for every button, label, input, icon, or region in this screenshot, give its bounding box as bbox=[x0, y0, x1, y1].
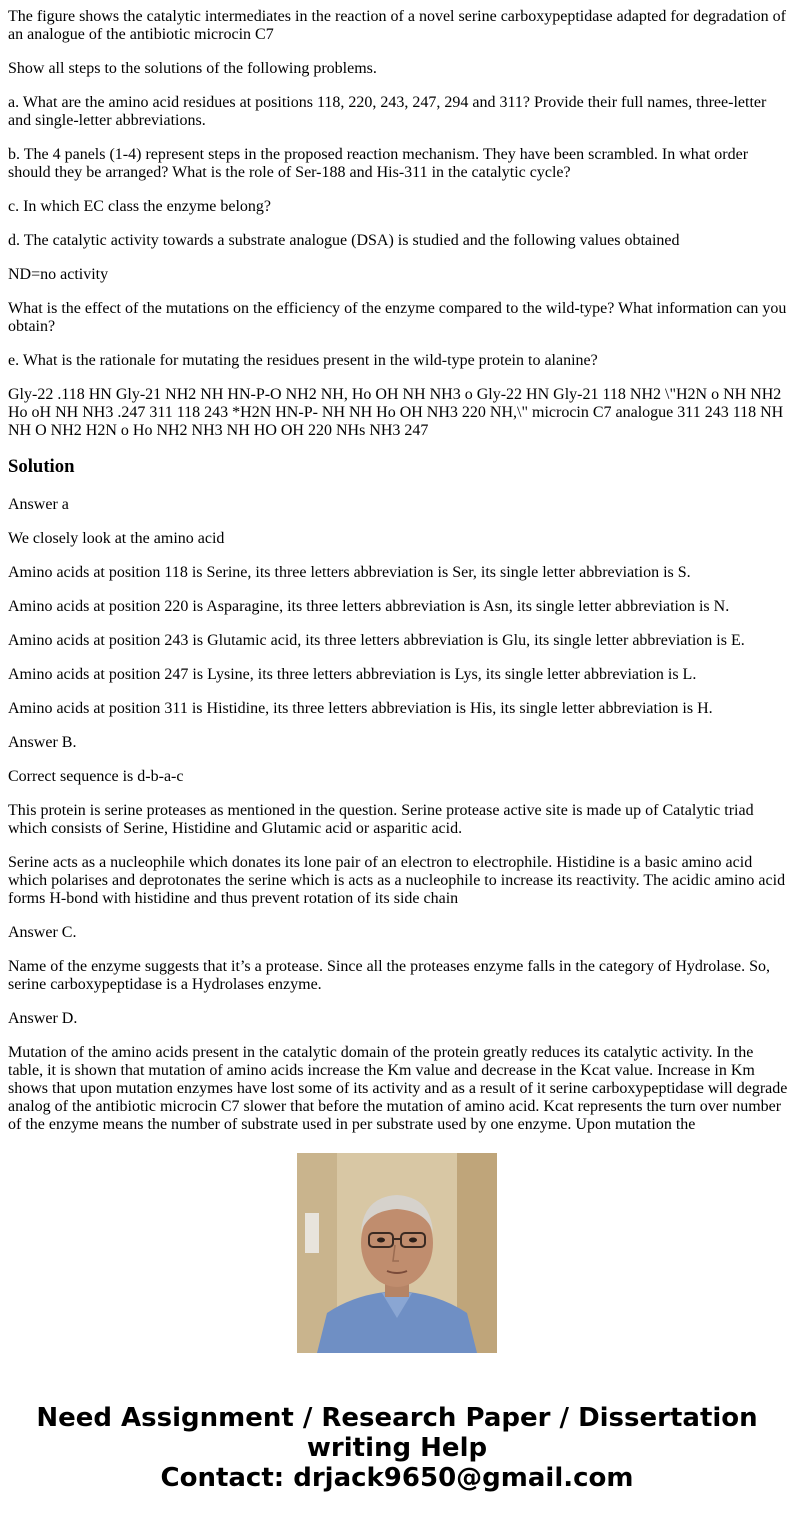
question-instruction: Show all steps to the solutions of the following problems. bbox=[8, 60, 377, 77]
answer-a-item: Amino acids at position 243 is Glutamic acid, its three letters abbreviation is Glu, its single letter abbreviation is E. bbox=[8, 632, 745, 649]
question-part-a: a. What are the amino acid residues at positions 118, 220, 243, 247, 294 and 311? Provide their full names, three-letter and single-letter abbreviations. bbox=[8, 94, 767, 129]
answer-b-sequence: Correct sequence is d-b-a-c bbox=[8, 768, 184, 785]
question-intro: The figure shows the catalytic intermediates in the reaction of a novel serine carboxypeptidase adapted for degradation of an analogue of the antibiotic microcin C7 bbox=[8, 8, 786, 43]
answer-a-label: Answer a bbox=[8, 496, 69, 513]
question-part-c: c. In which EC class the enzyme belong? bbox=[8, 198, 272, 215]
answer-c-label: Answer C. bbox=[8, 924, 77, 941]
answer-c-text: Name of the enzyme suggests that it’s a protease. Since all the proteases enzyme falls in the category of Hydrolase. So, serine carboxypeptidase is a Hydrolases enzyme. bbox=[8, 958, 770, 993]
figure-text: Gly-22 .118 HN Gly-21 NH2 NH HN-P-O NH2 NH, Ho OH NH NH3 o Gly-22 HN Gly-21 118 NH2 \"H2N o NH NH2 Ho oH NH NH3 .247 311 118 243 *H2N HN-P- NH NH Ho OH NH3 220 NH,\" microcin C7 analogue 311 243 118 NH NH O NH2 H2N o Ho NH2 NH3 NH HO OH 220 NHs NH3 247 bbox=[8, 386, 784, 439]
question-part-b: b. The 4 panels (1-4) represent steps in the proposed reaction mechanism. They have been scrambled. In what order should they be arranged? What is the role of Ser-188 and His-311 in the catalytic cycle? bbox=[8, 146, 749, 181]
answer-a-item: Amino acids at position 247 is Lysine, its three letters abbreviation is Lys, its single letter abbreviation is L. bbox=[8, 666, 697, 683]
answer-a-intro: We closely look at the amino acid bbox=[8, 530, 225, 547]
tutor-avatar bbox=[297, 1153, 497, 1353]
banner-contact: Contact: drjack9650@gmail.com bbox=[160, 1463, 634, 1493]
document-body bbox=[8, 8, 788, 1133]
banner-line-1: Need Assignment / Research Paper / Dissertation bbox=[36, 1403, 758, 1433]
answer-b-label: Answer B. bbox=[8, 734, 77, 751]
answer-b-paragraph: This protein is serine proteases as mentioned in the question. Serine protease active site is made up of Catalytic triad which consists of Serine, Histidine and Glutamic acid or asparitic acid. bbox=[8, 802, 754, 837]
tutor-photo bbox=[297, 1153, 497, 1353]
answer-b-paragraph: Serine acts as a nucleophile which donates its lone pair of an electron to electrophile. Histidine is a basic amino acid which polarises and deprotonates the serine which is acts as a nucleophile to increase its reactivity. The acidic amino acid forms H-bond with histidine and thus prevent rotation of its side chain bbox=[8, 854, 786, 907]
question-part-e: e. What is the rationale for mutating the residues present in the wild-type protein to alanine? bbox=[8, 352, 598, 369]
answer-a-item: Amino acids at position 311 is Histidine, its three letters abbreviation is His, its single letter abbreviation is H. bbox=[8, 700, 713, 717]
answer-d-label: Answer D. bbox=[8, 1010, 78, 1027]
answer-a-item: Amino acids at position 118 is Serine, its three letters abbreviation is Ser, its single letter abbreviation is S. bbox=[8, 564, 691, 581]
answer-d-text: Mutation of the amino acids present in the catalytic domain of the protein greatly reduces its catalytic activity. In the table, it is shown that mutation of amino acids increase the Km value and decrease in the Kcat value. Increase in Km shows that upon mutation enzymes have lost some of its activity and as a result of it serine carboxypeptidase will degrade analog of the antibiotic microcin C7 slower that before the mutation of amino acid. Kcat represents the turn over number of the enzyme means the number of substrate used in per substrate used by one enzyme. Upon mutation the bbox=[8, 1044, 788, 1133]
nd-note: ND=no activity bbox=[8, 266, 109, 283]
solution-heading: Solution bbox=[8, 456, 75, 477]
question-part-d: d. The catalytic activity towards a substrate analogue (DSA) is studied and the following values obtained bbox=[8, 232, 680, 249]
answer-a-item: Amino acids at position 220 is Asparagine, its three letters abbreviation is Asn, its single letter abbreviation is N. bbox=[8, 598, 730, 615]
banner-line-2: writing Help bbox=[306, 1433, 488, 1463]
assignment-help-banner bbox=[0, 1403, 794, 1493]
question-part-d-followup: What is the effect of the mutations on the efficiency of the enzyme compared to the wild-type? What information can you obtain? bbox=[8, 300, 787, 335]
